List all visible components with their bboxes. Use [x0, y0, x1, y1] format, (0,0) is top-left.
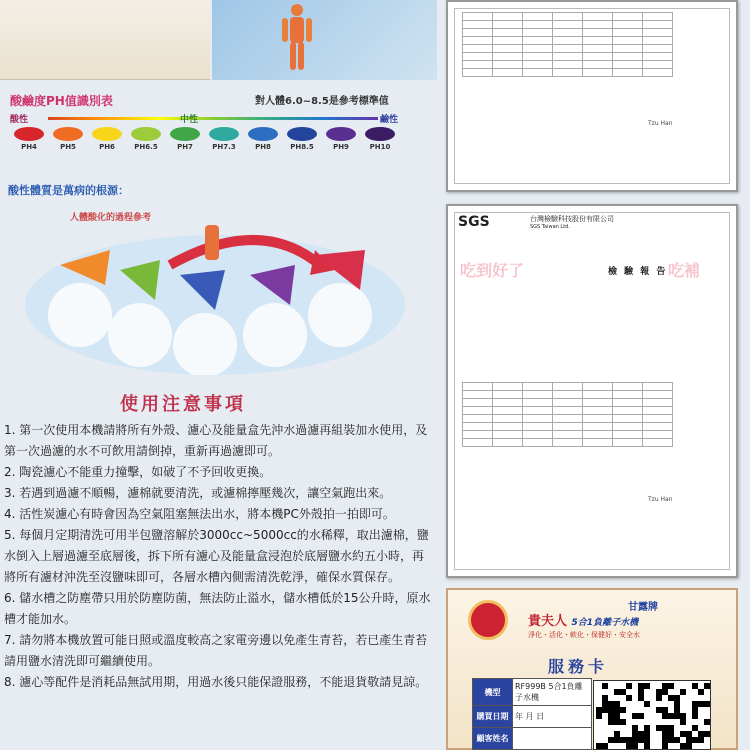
ph-color-dots	[8, 127, 408, 141]
ph-dot-ph4	[14, 127, 44, 141]
ph-dot-ph6-5	[131, 127, 161, 141]
service-card	[446, 588, 738, 750]
sgs-company-en: SGS Taiwan Ltd.	[530, 224, 570, 230]
row-value	[513, 728, 592, 750]
ph-scale	[8, 112, 408, 124]
usage-item-5: 5. 每個月定期清洗可用半包鹽溶解於3000cc~5000cc的水稀釋，取出濾棉，鹽水倒入上層過濾至底層後，拆下所有濾心及能量盒浸泡於底層鹽水約五小時，再將所有濾材沖洗至沒鹽味即可，各層水槽內側需清洗乾淨，確保水質保存。	[4, 528, 429, 584]
service-product-name	[528, 610, 638, 629]
scale-neutral-label: 中性	[180, 115, 199, 125]
usage-item-7: 7. 請勿將本機放置可能日照或溫度較高之家電旁邊以免產生青苔，若已產生青苔請用鹽水清洗即可繼續使用。	[4, 633, 428, 668]
ph-label-ph9: PH9	[333, 143, 349, 151]
acid-process-title: 人體酸化的過程參考	[70, 213, 152, 223]
ph-dot-ph9	[326, 127, 356, 141]
human-body-icon	[205, 225, 219, 260]
ph-table-title: 酸鹼度PH值識別表	[10, 94, 113, 108]
usage-item-8: 8. 濾心等配件是消耗品無試用期，用過水後只能保證服務，不能退貨敬請見諒。	[4, 675, 428, 689]
usage-title: 使用注意事項	[120, 394, 246, 415]
brand-logo-icon	[468, 600, 508, 640]
service-card-table	[472, 678, 592, 750]
table-row	[6, 10, 206, 26]
ph-label-ph8: PH8	[255, 143, 271, 151]
usage-item-6: 6. 儲水槽之防塵帶只用於防塵防菌，無法防止溢水，儲水槽低於15公升時，原水槽才能加水。	[4, 591, 431, 626]
ph-label-ph5: PH5	[60, 143, 76, 151]
sgs-company-name: 台灣檢驗科技股份有限公司	[530, 215, 614, 223]
ph-dot-ph8-5	[287, 127, 317, 141]
row-label: 顧客姓名	[473, 728, 513, 750]
service-card-title: 服務卡	[548, 657, 609, 676]
ph-dot-ph7-3	[209, 127, 239, 141]
ph-reference-text: 對人體6.0~8.5是參考標準值	[255, 96, 389, 107]
ph-dot-ph7	[170, 127, 200, 141]
overlay-text-1: 吃到好了	[460, 261, 525, 280]
table-row	[6, 30, 206, 46]
product-brand: 貴夫人	[528, 614, 568, 629]
signature: Tzu Han	[648, 496, 673, 503]
ph-dot-ph6	[92, 127, 122, 141]
ph-dot-ph5	[53, 127, 83, 141]
service-features: 淨化・活化・軟化・保健好・安全水	[528, 631, 640, 639]
ph-label-ph8-5: PH8.5	[290, 143, 314, 151]
table-row	[6, 50, 206, 66]
ph-dot-ph8	[248, 127, 278, 141]
service-brand: 甘露牌	[628, 602, 658, 613]
usage-item-4: 4. 活性炭濾心有時會因為空氣阻塞無法出水，將本機PC外殼拍一拍即可。	[4, 507, 395, 521]
ph-label-ph6: PH6	[99, 143, 115, 151]
ph-label-ph7: PH7	[177, 143, 193, 151]
table-row	[473, 706, 592, 728]
scale-acid-label: 酸性	[10, 115, 29, 125]
usage-item-3: 3. 若遇到過濾不順暢，濾棉就要清洗，或濾棉擰壓幾次，讓空氣跑出來。	[4, 486, 392, 500]
table-row	[473, 728, 592, 750]
ph-label-ph4: PH4	[21, 143, 37, 151]
qr-code-icon	[593, 680, 711, 750]
row-value: RF999B 5合1負離子水機	[513, 679, 592, 706]
test-report-2	[446, 204, 738, 578]
ph-dot-ph10	[365, 127, 395, 141]
row-label: 購買日期	[473, 706, 513, 728]
report-table	[462, 12, 673, 77]
ph-label-ph7-3: PH7.3	[212, 143, 236, 151]
ph-gradient-bar	[48, 117, 378, 120]
ph-label-ph6-5: PH6.5	[134, 143, 158, 151]
ph-descriptions	[8, 156, 408, 174]
acid-process-diagram	[20, 225, 410, 375]
usage-item-1: 1. 第一次使用本機請將所有外殼、濾心及能量盒先沖水過濾再組裝加水使用，及第一次過濾的水不可飲用請倒掉，重新再過濾即可。	[4, 423, 428, 458]
ph-label-ph10: PH10	[369, 143, 391, 151]
body-diagram-panel	[212, 0, 437, 80]
usage-list	[4, 420, 434, 693]
product-sub: 5合1負離子水機	[571, 618, 639, 628]
scale-alkaline-label: 鹼性	[380, 115, 399, 125]
acid-section-title: 酸性體質是萬病的根源：	[8, 184, 129, 197]
sgs-logo: SGS	[458, 214, 490, 230]
report-title: 檢 驗 報 告	[608, 267, 668, 277]
row-value: 年 月 日	[513, 706, 592, 728]
ph-value-labels	[8, 143, 408, 153]
usage-item-2: 2. 陶瓷濾心不能重力撞擊，如破了不予回收更換。	[4, 465, 272, 479]
signature: Tzu Han	[648, 120, 673, 127]
overlay-text-2: 吃補	[668, 261, 701, 280]
report-table	[462, 382, 673, 447]
row-label: 機型	[473, 679, 513, 706]
top-left-table-fragment	[0, 0, 210, 80]
human-body-icon	[272, 2, 322, 72]
test-report-1	[446, 0, 738, 192]
table-row	[473, 679, 592, 706]
